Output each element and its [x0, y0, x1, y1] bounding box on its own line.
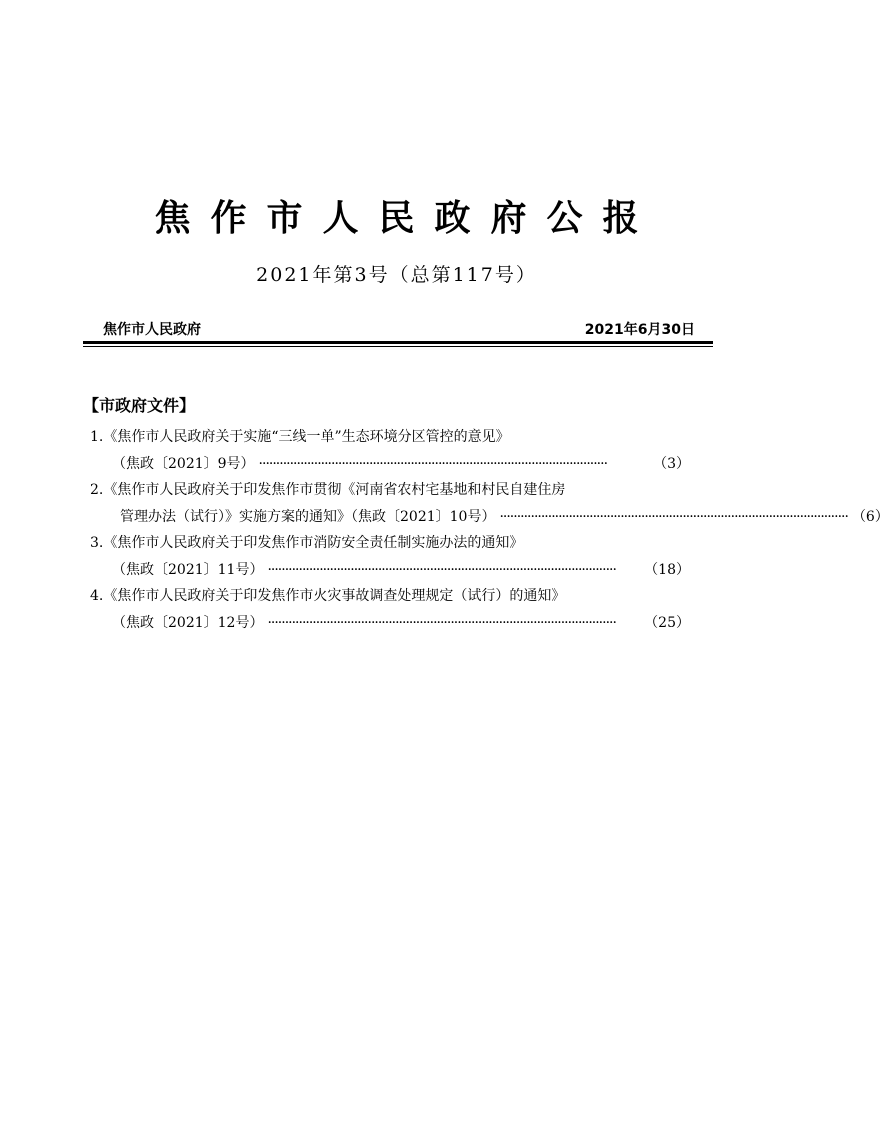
issue-number: 2021年第3号（总第117号）: [256, 264, 537, 286]
masthead-rule-thin: [83, 346, 713, 347]
toc-entry-ref: 管理办法（试行）》实施方案的通知》（焦政〔2021〕10号）: [120, 508, 496, 525]
toc-entry-ref: （焦政〔2021〕12号）: [112, 614, 264, 631]
toc-entry-2[interactable]: [90, 477, 889, 530]
toc-entry-page[interactable]: （3）: [653, 455, 690, 472]
toc-entry-title[interactable]: 2.《焦作市人民政府关于印发焦作市贯彻《河南省农村宅基地和村民自建住房: [90, 482, 566, 498]
toc-leader-dots: ·····································································································: [267, 614, 616, 631]
toc-leader-dots: ·····································································································: [499, 508, 848, 525]
section-heading: 【市政府文件】: [83, 396, 196, 415]
toc-entry-page[interactable]: （25）: [644, 614, 690, 631]
masthead-rule-thick: [83, 341, 713, 344]
toc-leader-dots: ·····································································································: [267, 561, 616, 578]
toc-leader-dots: ·····································································································: [258, 455, 608, 472]
toc-entry-1[interactable]: [90, 424, 690, 477]
toc-entry-3[interactable]: [90, 530, 690, 583]
toc-entry-page[interactable]: （18）: [644, 561, 690, 578]
publication-date: 2021年6月30日: [584, 322, 695, 338]
publisher: 焦作市人民政府: [103, 322, 201, 338]
toc-entry-4[interactable]: [90, 583, 690, 636]
toc-entry-title[interactable]: 1.《焦作市人民政府关于实施“三线一单”生态环境分区管控的意见》: [90, 429, 510, 445]
toc-entry-ref: （焦政〔2021〕11号）: [112, 561, 264, 578]
toc-entry-title[interactable]: 3.《焦作市人民政府关于印发焦作市消防安全责任制实施办法的通知》: [90, 535, 524, 551]
table-of-contents: [90, 424, 889, 636]
gazette-title: 焦作市人民政府公报: [154, 198, 659, 239]
toc-entry-ref: （焦政〔2021〕9号）: [112, 455, 255, 472]
toc-entry-page[interactable]: （6）: [851, 508, 889, 525]
toc-entry-title[interactable]: 4.《焦作市人民政府关于印发焦作市火灾事故调查处理规定（试行）的通知》: [90, 588, 566, 604]
